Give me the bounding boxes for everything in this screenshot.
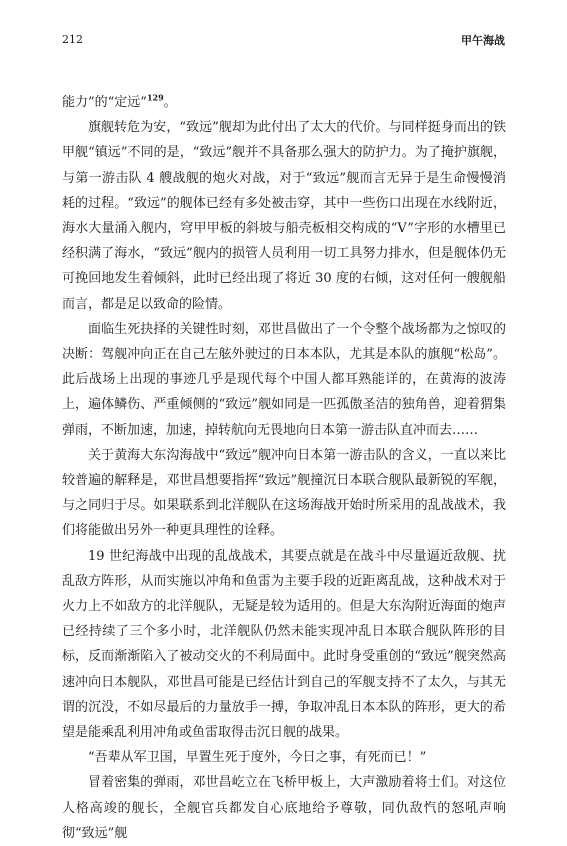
paragraph-3: 面临生死抉择的关键性时刻，邓世昌做出了一个令整个战场都为之惊叹的决断：驾舰冲向正在自己左舷外驶过的日本本队，尤其是本队的旗舰“松岛”。此后战场上出现的事迹几乎是现代每个中国人都耳熟能详的，在黄海的波涛上，遍体鳞伤、严重倾侧的“致远”舰如同是一匹孤傲圣洁的独角兽，迎着猬集弹雨，不断加速，加速，掉转航向无畏地向日本第一游击队直冲而去…… bbox=[62, 321, 506, 438]
footnote-marker[interactable]: 129 bbox=[146, 92, 164, 103]
paragraph-7: 冒着密集的弹雨，邓世昌屹立在飞桥甲板上，大声激励着将士们。对这位人格高竣的舰长，全舰官兵都发自心底地给予尊敬，同仇敌忾的怒吼声响彻“致远”舰 bbox=[62, 775, 506, 841]
paragraph-tail: 。 bbox=[163, 95, 177, 110]
page-number: 212 bbox=[62, 33, 83, 46]
paragraph-text: 能力”的“定远” bbox=[62, 95, 147, 110]
paragraph-5: 19 世纪海战中出现的乱战战术，其要点就是在战斗中尽量逼近敌舰、扰乱敌方阵形，从而实施以冲角和鱼雷为主要手段的近距离乱战，这种战术对于火力上不如敌方的北洋舰队，无疑是较为适用的。但是大东沟附近海面的炮声已经持续了三个多小时，北洋舰队仍然未能实现冲乱日本联合舰队阵形的目标，反而渐渐陷入了被动交火的不利局面中。此时身受重创的“致远”舰突然高速冲向日本舰队，邓世昌可能是已经估计到自己的军舰支持不了太久，与其无谓的沉没，不如尽最后的力量放手一搏，争取冲乱日本本队的阵形，更大的希望是能乘乱利用冲角或鱼雷取得击沉日舰的战果。 bbox=[62, 548, 506, 741]
paragraph-1 bbox=[62, 90, 506, 115]
paragraph-6: “吾辈从军卫国，早置生死于度外，今日之事，有死而已！” bbox=[88, 750, 427, 766]
paragraph-2: 旗舰转危为安，“致远”舰却为此付出了太大的代价。与同样挺身而出的铁甲舰“镇远”不同的是，“致远”舰并不具备那么强大的防护力。为了掩护旗舰，与第一游击队 4 艘战舰的炮火对战，对于“致远”舰而言无异于是生命慢慢消耗的过程。“致远”的舰体已经有多处被击穿，其中一些伤口出现在水线附近，海水大量涌入舰内，穹甲甲板的斜坡与船壳板相交构成的“V”字形的水槽里已经积满了海水，“致远”舰内的损管人员利用一切工具努力排水，但是舰体仍无可挽回地发生着倾斜，此时已经出现了将近 30 度的右倾，这对任何一艘舰船而言，都是足以致命的险情。 bbox=[62, 120, 506, 312]
paragraph-4: 关于黄海大东沟海战中“致远”舰冲向日本第一游击队的含义，一直以来比较普遍的解释是，邓世昌想要指挥“致远”舰撞沉日本联合舰队最新锐的军舰，与之同归于尽。如果联系到北洋舰队在这场海战开始时所采用的乱战战术，我们将能做出另外一种更具理性的诠释。 bbox=[62, 447, 506, 539]
body-text bbox=[62, 90, 506, 846]
running-title: 甲午海战 bbox=[461, 34, 505, 47]
